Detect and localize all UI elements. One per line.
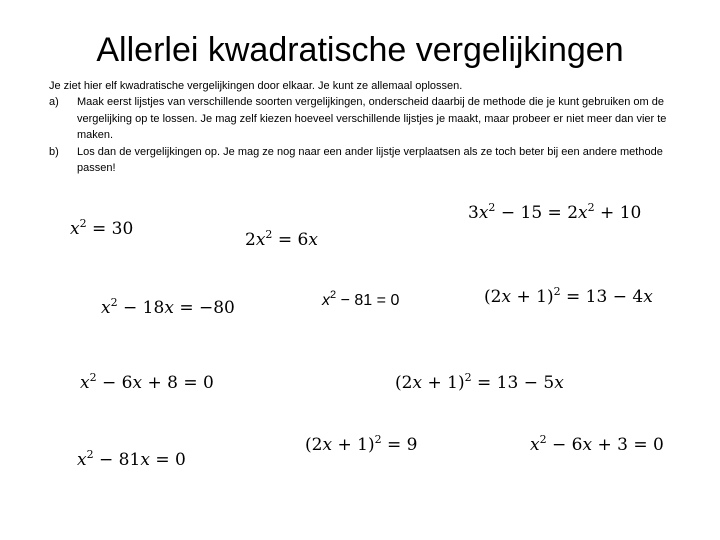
equation-1: $x^2 = 30$ [70, 217, 134, 239]
instructions [49, 78, 699, 176]
equation-11: $x^2 - 6x + 3 = 0$ [530, 433, 664, 455]
equation-5: $x^2 - 81 = 0$ [322, 289, 400, 309]
item-marker: b) [49, 145, 59, 158]
equation-7: $x^2 - 6x + 8 = 0$ [80, 371, 214, 393]
item-marker: a) [49, 96, 59, 109]
instruction-item-a [49, 94, 699, 143]
equation-3: $3x^2 - 15 = 2x^2 + 10$ [468, 201, 642, 223]
item-text: Los dan de vergelijkingen op. Je mag ze nog naar een ander lijstje verplaatsen als ze toch beter bij een andere methode passen! [77, 145, 663, 175]
item-text: Maak eerst lijstjes van verschillende soorten vergelijkingen, onderscheid daarbij de methode die je kunt gebruiken om de vergelijking op te lossen. Je mag zelf kiezen hoeveel verschillende lijstjes je maakt, maar probeer er niet meer dan vier te maken. [77, 96, 667, 142]
intro-text: Je ziet hier elf kwadratische vergelijkingen door elkaar. Je kunt ze allemaal oplossen. [49, 80, 463, 92]
instruction-item-b [49, 144, 699, 177]
equation-8: $(2x + 1)^2 = 13 - 5x$ [395, 371, 564, 393]
equation-10: $(2x + 1)^2 = 9$ [305, 433, 418, 455]
page-title: Allerlei kwadratische vergelijkingen [96, 31, 624, 69]
equation-4: $x^2 - 18x = -80$ [101, 296, 235, 318]
equation-2: $2x^2 = 6x$ [245, 228, 318, 250]
equation-9: $x^2 - 81x = 0$ [77, 448, 186, 470]
equation-6: $(2x + 1)^2 = 13 - 4x$ [484, 285, 653, 307]
